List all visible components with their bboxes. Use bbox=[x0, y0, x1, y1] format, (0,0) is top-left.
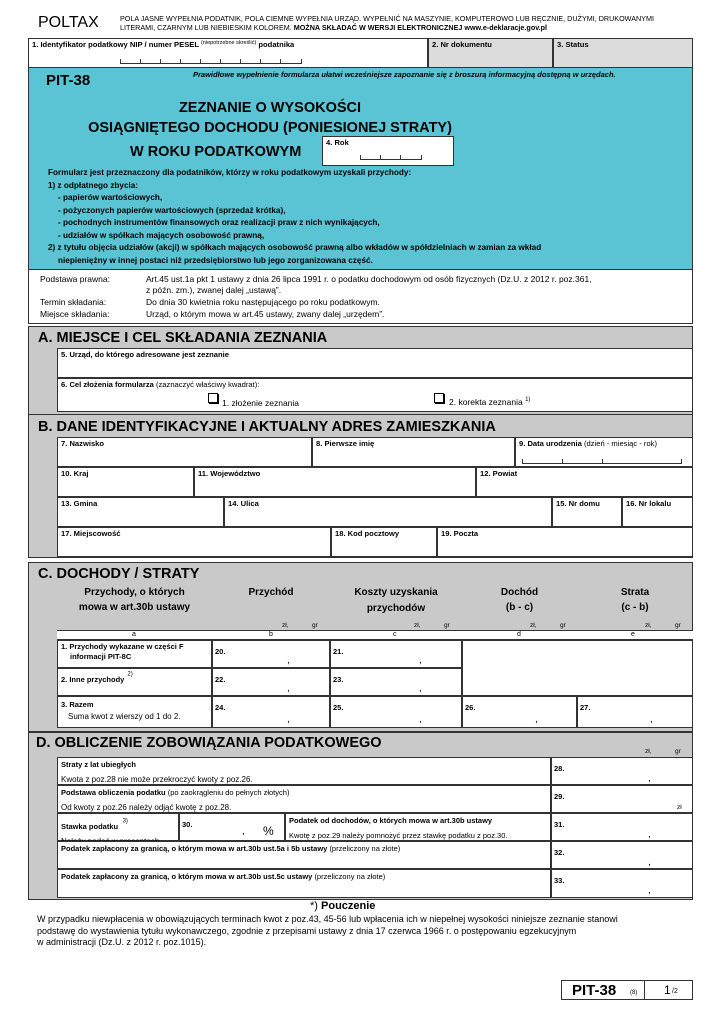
field-24[interactable] bbox=[212, 696, 330, 728]
legal-basis-line-2: z późn. zm.), zwanej dalej „ustawą”. bbox=[146, 285, 282, 295]
field-6-label: 6. Cel złożenia formularza bbox=[61, 380, 154, 389]
col-e-header-1: Strata bbox=[620, 587, 650, 598]
field-9-label: 9. Data urodzenia bbox=[519, 439, 582, 448]
field-28-comma: , bbox=[648, 773, 651, 784]
instruction-line-2: LITERAMI, CZARNYM LUB NIEBIESKIM KOLOREM. bbox=[120, 23, 292, 32]
field-21[interactable] bbox=[330, 640, 462, 668]
intro-point-2: 2) z tytułu objęcia udziałów (akcji) w spółkach mających osobowość prawną albo wkładów w spółdzielniach w zamian za wkład bbox=[48, 243, 542, 252]
section-c-title: C. DOCHODY / STRATY bbox=[38, 566, 200, 582]
field-2-label: 2. Nr dokumentu bbox=[432, 40, 492, 49]
intro-bullet-2: - pożyczonych papierów wartościowych (sprzedaż krótka), bbox=[58, 205, 286, 215]
row-29-label bbox=[57, 785, 551, 813]
field-7-surname[interactable] bbox=[57, 437, 312, 467]
field-32[interactable] bbox=[551, 841, 693, 869]
form-code: PIT-38 bbox=[46, 72, 91, 89]
pouczenie-star: *) bbox=[310, 900, 318, 912]
intro-text bbox=[48, 167, 684, 267]
intro-point-2-cont: niepieniężny w innej postaci niż przedsiębiorstwo lub jego zorganizowana część. bbox=[58, 255, 373, 265]
field-27-number: 27. bbox=[580, 703, 591, 712]
field-14-street[interactable] bbox=[224, 497, 552, 527]
field-29[interactable] bbox=[551, 785, 693, 813]
deadline-label: Termin składania: bbox=[40, 297, 107, 307]
row-32-label bbox=[57, 841, 551, 869]
col-letter-c: c bbox=[393, 631, 397, 638]
correction-text: 2. korekta zeznania bbox=[449, 397, 523, 407]
col-c-header-1: Koszty uzyskania bbox=[354, 587, 438, 598]
footer-page-number: 1 bbox=[664, 983, 671, 997]
row-31-note: Kwotę z poz.29 należy pomnożyć przez stawkę podatku z poz.30. bbox=[289, 831, 508, 840]
brochure-hint: Prawidłowe wypełnienie formularza ułatwi wcześniejsze zapoznanie się z broszurą informacyjną dostępną w urzędach. bbox=[193, 70, 616, 79]
field-3-status bbox=[553, 38, 693, 68]
fill-instructions bbox=[120, 14, 700, 32]
nip-digit-boxes bbox=[120, 58, 302, 64]
field-30[interactable] bbox=[179, 813, 285, 841]
field-23-number: 23. bbox=[333, 675, 344, 684]
legal-basis-label: Podstawa prawna: bbox=[40, 274, 110, 284]
intro-bullet-4: - udziałów w spółkach mających osobowość prawną, bbox=[58, 230, 265, 240]
col-letter-a: a bbox=[132, 631, 136, 638]
field-6-note: (zaznaczyć właściwy kwadrat): bbox=[155, 380, 260, 389]
field-21-number: 21. bbox=[333, 647, 344, 656]
col-d-header-1: Dochód bbox=[500, 587, 539, 598]
gr-c: gr bbox=[444, 622, 450, 629]
col-e-header-2: (c - b) bbox=[621, 602, 649, 613]
field-27-comma: , bbox=[650, 714, 653, 725]
row-1-d-shaded bbox=[462, 640, 693, 696]
col-c-header bbox=[330, 585, 462, 616]
field-28-number: 28. bbox=[554, 764, 565, 773]
checkbox-correction-label bbox=[449, 397, 530, 407]
field-11-voivodeship[interactable] bbox=[194, 467, 476, 497]
gr-d-header: gr bbox=[675, 748, 681, 755]
field-18-postal-code[interactable] bbox=[331, 527, 437, 557]
field-22[interactable] bbox=[212, 668, 330, 696]
birth-date-boxes bbox=[522, 458, 682, 464]
field-5-tax-office[interactable] bbox=[57, 348, 693, 378]
col-d-header-2: (b - c) bbox=[505, 602, 534, 613]
zl-b: zł, bbox=[282, 622, 289, 629]
field-12-label: 12. Powiat bbox=[480, 469, 518, 478]
zl-e: zł, bbox=[645, 622, 652, 629]
row-2-label: 2. Inne przychody bbox=[61, 675, 125, 684]
field-6-purpose bbox=[57, 378, 693, 412]
field-26[interactable] bbox=[462, 696, 577, 728]
field-19-label: 19. Poczta bbox=[441, 529, 479, 538]
place-label: Miejsce składania: bbox=[40, 309, 110, 319]
col-b-header: Przychód bbox=[248, 587, 294, 598]
field-5-label: 5. Urząd, do którego adresowane jest zeznanie bbox=[61, 350, 229, 359]
footer-page-total: /2 bbox=[672, 988, 678, 995]
legal-basis-line-1: Art.45 ust.1a pkt 1 ustawy z dnia 26 lipca 1991 r. o podatku dochodowym od osób fizycznych (Dz.U. z 2012 r. poz.361, bbox=[146, 274, 592, 284]
field-32-number: 32. bbox=[554, 848, 565, 857]
field-20-number: 20. bbox=[215, 647, 226, 656]
field-9-note: (dzień - miesiąc - rok) bbox=[584, 439, 657, 448]
correction-footnote: 1) bbox=[525, 397, 531, 404]
col-e-header bbox=[577, 585, 693, 615]
field-14-label: 14. Ulica bbox=[228, 499, 259, 508]
col-a-header bbox=[57, 585, 212, 615]
row-33-title: Podatek zapłacony za granicą, o którym mowa w art.30b ust.5c ustawy bbox=[61, 872, 313, 881]
checkbox-filing-label: 1. złożenie zeznania bbox=[222, 398, 300, 408]
field-3-label: 3. Status bbox=[557, 40, 589, 49]
field-10-label: 10. Kraj bbox=[61, 469, 89, 478]
zl-c: zł, bbox=[414, 622, 421, 629]
field-23-comma: , bbox=[419, 683, 422, 694]
field-16-label: 16. Nr lokalu bbox=[626, 499, 672, 508]
row-28-label bbox=[57, 757, 551, 785]
field-24-number: 24. bbox=[215, 703, 226, 712]
col-a-header-2: mowa w art.30b ustawy bbox=[78, 602, 191, 613]
footer-form-version: (8) bbox=[630, 990, 638, 996]
field-32-comma: , bbox=[648, 857, 651, 868]
field-15-house-number[interactable] bbox=[552, 497, 622, 527]
pouczenie-line-1: W przypadku niewpłacenia w obowiązujących terminach kwot z poz.43, 45-56 lub wpłacenia ich w niepełnej wysokości niniejsze zeznanie stanowi bbox=[37, 914, 618, 924]
e-filing-note: MOŻNA SKŁADAĆ W WERSJI ELEKTRONICZNEJ www.e-deklaracje.gov.pl bbox=[293, 23, 548, 32]
field-13-commune[interactable] bbox=[57, 497, 224, 527]
section-a-title: A. MIEJSCE I CEL SKŁADANIA ZEZNANIA bbox=[38, 330, 328, 346]
field-29-zl: zł bbox=[677, 804, 682, 811]
field-4-year[interactable] bbox=[322, 136, 454, 166]
intro-bullet-3: - pochodnych instrumentów finansowych oraz realizacji praw z nich wynikających, bbox=[58, 218, 380, 227]
field-4-label: 4. Rok bbox=[326, 138, 349, 147]
row-2-label-cell bbox=[57, 668, 212, 696]
field-22-comma: , bbox=[287, 683, 290, 694]
field-17-city[interactable] bbox=[57, 527, 331, 557]
row-32-title: Podatek zapłacony za granicą, o którym mowa w art.30b ust.5a i 5b ustawy bbox=[61, 844, 328, 853]
intro-lead: Formularz jest przeznaczony dla podatników, którzy w roku podatkowym uzyskali przychody: bbox=[48, 168, 412, 177]
pouczenie-line-2: podstawę do wystawienia tytułu wykonawczego, zgodnie z przepisami ustawy z dnia 17 czerwca 1966 r. o postępowaniu egzekucyjnym bbox=[37, 925, 577, 936]
section-d-title: D. OBLICZENIE ZOBOWIĄZANIA PODATKOWEGO bbox=[36, 735, 382, 751]
field-28[interactable] bbox=[551, 757, 693, 785]
field-22-number: 22. bbox=[215, 675, 226, 684]
row-33-label bbox=[57, 869, 551, 898]
checkbox-filing[interactable] bbox=[208, 393, 218, 403]
field-19-post-office[interactable] bbox=[437, 527, 693, 557]
form-title-line-1: ZEZNANIE O WYSOKOŚCI bbox=[178, 100, 362, 116]
column-letters-row bbox=[57, 630, 693, 640]
field-24-comma: , bbox=[287, 714, 290, 725]
field-23[interactable] bbox=[330, 668, 462, 696]
section-b-title: B. DANE IDENTYFIKACYJNE I AKTUALNY ADRES ZAMIESZKANIA bbox=[38, 419, 496, 435]
field-8-label: 8. Pierwsze imię bbox=[316, 439, 375, 448]
zl-d-header: zł, bbox=[645, 748, 652, 755]
row-30-footnote: 3) bbox=[122, 818, 128, 825]
row-28-title: Straty z lat ubiegłych bbox=[61, 760, 137, 769]
row-29-note: Od kwoty z poz.26 należy odjąć kwotę z poz.28. bbox=[61, 803, 232, 812]
field-17-label: 17. Miejscowość bbox=[61, 529, 121, 538]
field-7-label: 7. Nazwisko bbox=[61, 439, 105, 448]
field-20-comma: , bbox=[287, 655, 290, 666]
field-1-label: 1. Identyfikator podatkowy NIP / numer PESEL bbox=[32, 40, 199, 49]
field-33-comma: , bbox=[648, 885, 651, 896]
field-13-label: 13. Gmina bbox=[61, 499, 98, 508]
row-2-footnote: 2) bbox=[127, 671, 133, 678]
row-28-note: Kwota z poz.28 nie może przekroczyć kwoty z poz.26. bbox=[61, 775, 253, 784]
field-11-label: 11. Województwo bbox=[198, 469, 261, 478]
footer-form-code-box bbox=[561, 980, 693, 1000]
pouczenie-title: Pouczenie bbox=[321, 900, 376, 912]
deadline-value: Do dnia 30 kwietnia roku następującego po roku podatkowym. bbox=[146, 297, 380, 307]
field-1-note: (niepotrzebne skreślić) bbox=[200, 40, 257, 46]
legal-basis-value bbox=[146, 274, 686, 296]
row-31-title: Podatek od dochodów, o których mowa w art.30b ustawy bbox=[289, 816, 493, 825]
field-16-apartment-number[interactable] bbox=[622, 497, 693, 527]
row-32-note: (przeliczony na złote) bbox=[329, 844, 401, 853]
intro-point-1: 1) z odpłatnego zbycia: bbox=[48, 180, 139, 190]
pouczenie-heading bbox=[310, 900, 375, 912]
place-value: Urząd, o którym mowa w art.45 ustawy, zwany dalej „urzędem”. bbox=[146, 309, 385, 319]
field-30-percent: % bbox=[263, 824, 274, 838]
col-d-header bbox=[462, 585, 577, 615]
field-18-label: 18. Kod pocztowy bbox=[335, 529, 400, 538]
field-30-number: 30. bbox=[182, 820, 193, 829]
gr-b: gr bbox=[312, 622, 318, 629]
field-25[interactable] bbox=[330, 696, 462, 728]
field-8-first-name[interactable] bbox=[312, 437, 515, 467]
field-31[interactable] bbox=[551, 813, 693, 841]
field-20[interactable] bbox=[212, 640, 330, 668]
gr-e: gr bbox=[675, 622, 681, 629]
col-letter-b: b bbox=[269, 631, 273, 638]
field-31-number: 31. bbox=[554, 820, 565, 829]
field-30-comma: , bbox=[242, 826, 245, 837]
footer-form-code: PIT-38 bbox=[572, 982, 617, 999]
intro-bullet-1: - papierów wartościowych, bbox=[58, 193, 163, 202]
field-2-document-number bbox=[428, 38, 553, 68]
poltax-label: POLTAX bbox=[38, 14, 99, 31]
col-a-header-1: Przychody, o których bbox=[84, 587, 185, 598]
year-digit-boxes bbox=[360, 154, 422, 160]
field-31-comma: , bbox=[648, 829, 651, 840]
field-21-comma: , bbox=[419, 655, 422, 666]
row-3-note: Suma kwot z wierszy od 1 do 2. bbox=[68, 712, 181, 721]
field-12-county[interactable] bbox=[476, 467, 693, 497]
field-26-number: 26. bbox=[465, 703, 476, 712]
field-26-comma: , bbox=[535, 714, 538, 725]
field-1-label-tail: podatnika bbox=[258, 40, 295, 49]
col-letter-d: d bbox=[517, 631, 521, 638]
row-3-label-cell bbox=[57, 696, 212, 728]
field-10-country[interactable] bbox=[57, 467, 194, 497]
field-15-label: 15. Nr domu bbox=[556, 499, 600, 508]
row-29-title-note: (po zaokrągleniu do pełnych złotych) bbox=[167, 788, 290, 797]
form-title-line-2: OSIĄGNIĘTEGO DOCHODU (PONIESIONEJ STRATY) bbox=[88, 120, 452, 136]
form-title-line-3: W ROKU PODATKOWYM bbox=[130, 144, 302, 160]
row-30-title: Stawka podatku bbox=[61, 822, 119, 831]
checkbox-correction[interactable] bbox=[434, 393, 444, 403]
pouczenie-line-3: w administracji (Dz.U. z 2012 r. poz.1015). bbox=[37, 937, 207, 947]
row-1-label-cell bbox=[57, 640, 212, 668]
row-33-note: (przeliczony na złote) bbox=[314, 872, 386, 881]
zl-d: zł, bbox=[530, 622, 537, 629]
pouczenie-text bbox=[37, 914, 683, 949]
field-33-number: 33. bbox=[554, 876, 565, 885]
field-25-comma: , bbox=[419, 714, 422, 725]
row-1-label-2: informacji PIT-8C bbox=[70, 652, 132, 661]
instruction-line-1: POLA JASNE WYPEŁNIA PODATNIK, POLA CIEMNE WYPEŁNIA URZĄD. WYPEŁNIĆ NA MASZYNIE, KOMPUTEROWO LUB RĘCZNIE, DUŻYMI, DRUKOWANYMI bbox=[120, 14, 654, 23]
field-29-number: 29. bbox=[554, 792, 565, 801]
gr-d: gr bbox=[560, 622, 566, 629]
row-31-label bbox=[285, 813, 551, 841]
row-29-title: Podstawa obliczenia podatku bbox=[61, 788, 166, 797]
row-30-label bbox=[57, 813, 179, 841]
col-letter-e: e bbox=[631, 631, 635, 638]
field-27[interactable] bbox=[577, 696, 693, 728]
row-1-label: 1. Przychody wykazane w części F bbox=[61, 642, 184, 651]
field-33[interactable] bbox=[551, 869, 693, 898]
row-3-label: 3. Razem bbox=[61, 700, 94, 709]
col-c-header-2: przychodów bbox=[366, 603, 426, 614]
field-25-number: 25. bbox=[333, 703, 344, 712]
